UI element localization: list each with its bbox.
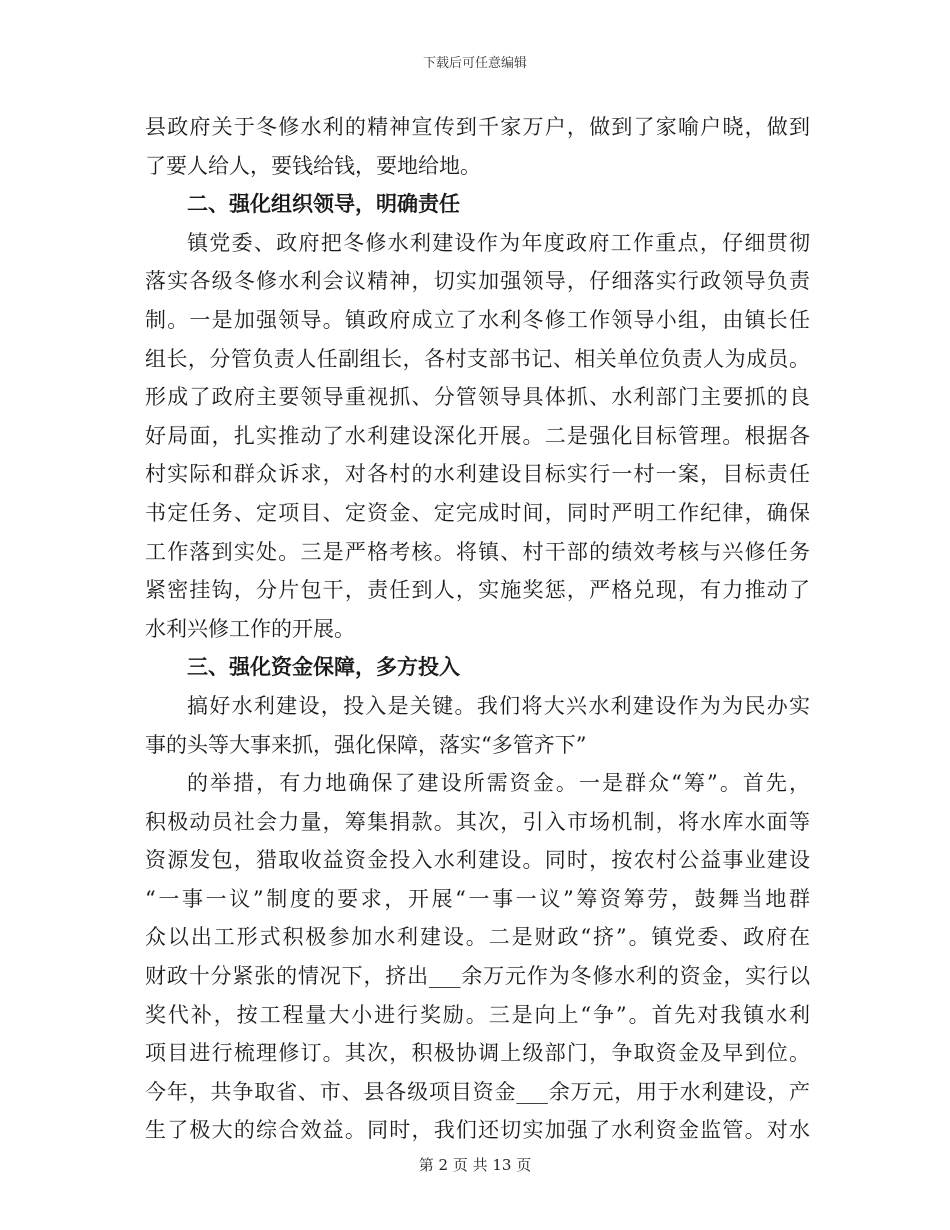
body-line: 形成了政府主要领导重视抓、分管领导具体抓、水利部门主要抓的良	[145, 385, 810, 410]
body-line: 项目进行梳理修订。其次，积极协调上级部门，争取资金及早到位。	[145, 1041, 810, 1066]
body-line: 奖代补，按工程量大小进行奖励。三是向上“争”。首先对我镇水利	[145, 1002, 810, 1027]
body-line: 事的头等大事来抓，强化保障，落实“多管齐下”	[145, 732, 587, 757]
document-body	[145, 108, 810, 1150]
body-line: 今年，共争取省、市、县各级项目资金___余万元，用于水利建设，产	[145, 1079, 810, 1104]
body-line: 镇党委、政府把冬修水利建设作为年度政府工作重点，仔细贯彻	[187, 230, 810, 255]
body-line: 财政十分紧张的情况下，挤出___余万元作为冬修水利的资金，实行以	[145, 964, 810, 989]
body-line: 的举措，有力地确保了建设所需资金。一是群众“筹”。首先，	[187, 771, 810, 796]
body-line: 水利兴修工作的开展。	[145, 616, 355, 641]
body-line: 了要人给人，要钱给钱，要地给地。	[145, 153, 481, 178]
body-line: 工作落到实处。三是严格考核。将镇、村干部的绩效考核与兴修任务	[145, 539, 810, 564]
body-line: 县政府关于冬修水利的精神宣传到千家万户，做到了家喻户晓，做到	[145, 115, 810, 139]
body-line: 资源发包，猎取收益资金投入水利建设。同时，按农村公益事业建设	[145, 848, 810, 873]
body-line: 好局面，扎实推动了水利建设深化开展。二是强化目标管理。根据各	[145, 423, 810, 448]
body-line: 组长，分管负责人任副组长，各村支部书记、相关单位负责人为成员。	[145, 346, 810, 371]
body-line: 众以出工形式积极参加水利建设。二是财政“挤”。镇党委、政府在	[145, 925, 810, 950]
body-line: 紧密挂钩，分片包干，责任到人，实施奖惩，严格兑现，有力推动了	[145, 578, 810, 603]
body-line: 落实各级冬修水利会议精神，切实加强领导，仔细落实行政领导负责	[145, 269, 810, 294]
body-line: 积极动员社会力量，筹集捐款。其次，引入市场机制，将水库水面等	[145, 809, 810, 834]
body-line: “一事一议”制度的要求，开展“一事一议”筹资筹劳，鼓舞当地群	[145, 886, 810, 911]
section-heading: 二、强化组织领导，明确责任	[187, 191, 460, 217]
body-line: 书定任务、定项目、定资金、定完成时间，同时严明工作纪律，确保	[145, 500, 810, 525]
header-note: 下载后可任意编辑	[422, 56, 527, 71]
page-number-footer: 第 2 页 共 13 页	[418, 1156, 532, 1174]
body-line: 搞好水利建设，投入是关键。我们将大兴水利建设作为为民办实	[187, 693, 810, 718]
section-heading: 三、强化资金保障，多方投入	[187, 654, 460, 680]
body-line: 村实际和群众诉求，对各村的水利建设目标实行一村一案，目标责任	[145, 462, 810, 487]
body-line: 生了极大的综合效益。同时，我们还切实加强了水利资金监管。对水	[145, 1118, 810, 1143]
body-line: 制。一是加强领导。镇政府成立了水利冬修工作领导小组，由镇长任	[145, 307, 810, 332]
